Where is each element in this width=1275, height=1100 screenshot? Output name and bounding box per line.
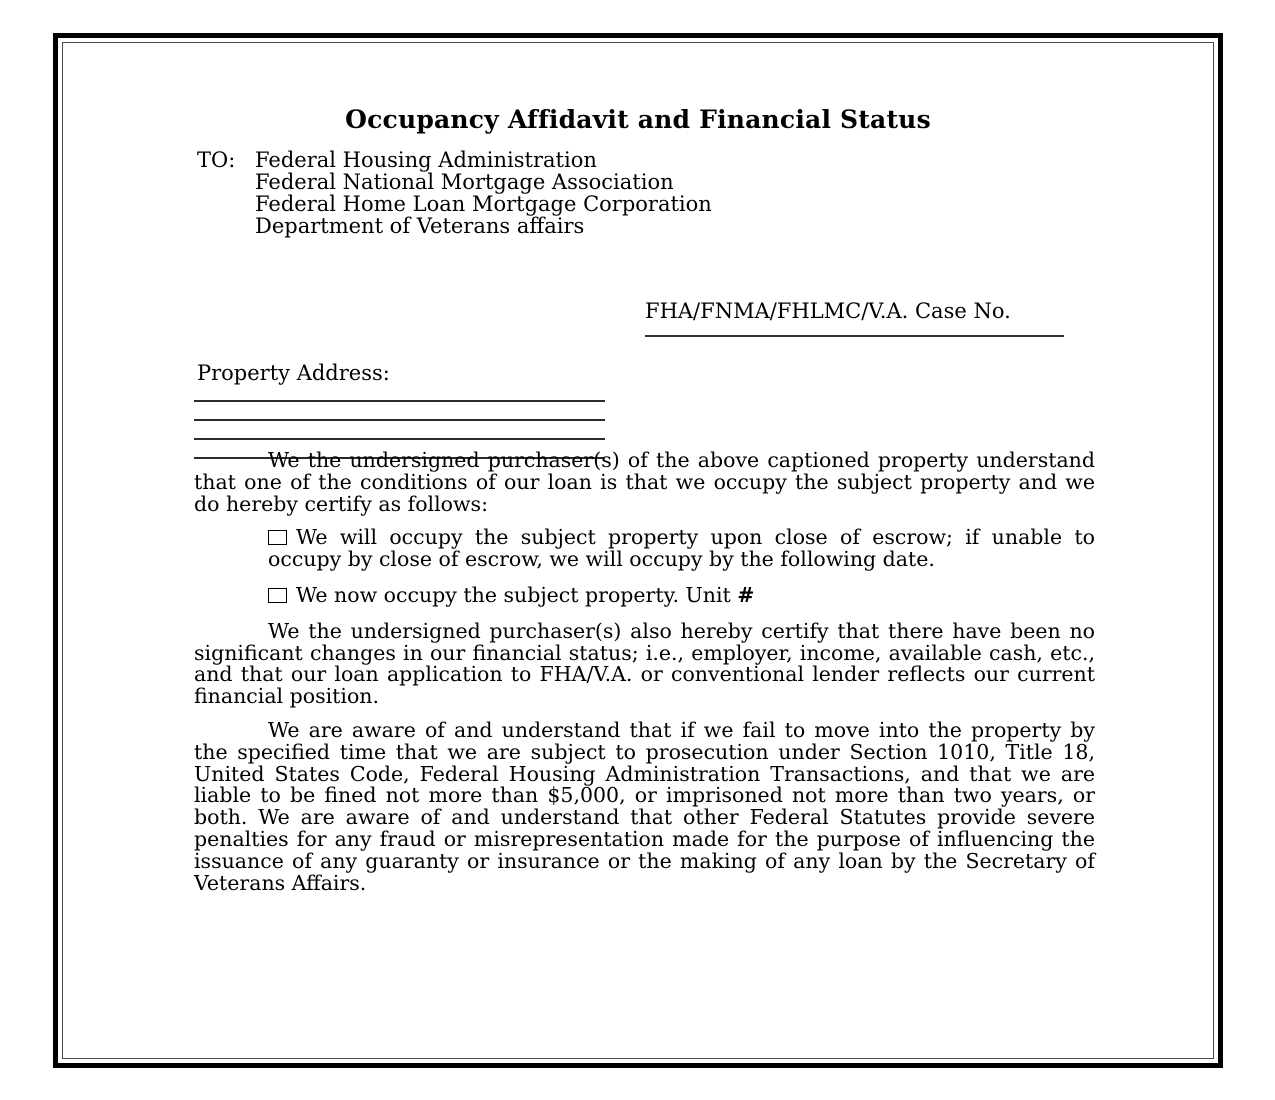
paragraph-penalties: We are aware of and understand that if we fail to move into the property by the specified time that we are subject to prosecution under Section 1010, Title 18, United States Code, Federal Housing Administration Transactions, and that we are liable to be fined not more than $5,000, or imprisoned not more than two years, or both. We are aware of and understand that other Federal Statutes provide severe penalties for any fraud or misrepresentation made for the purpose of influencing the issuance of any guaranty or insurance or the making of any loan by the Secretary of Veterans Affairs.: [194, 717, 1095, 895]
recipient-list: [255, 149, 712, 237]
unit-number-marker: #: [737, 582, 755, 607]
property-address-rule[interactable]: [194, 438, 605, 440]
addressed-to-block: [197, 149, 712, 237]
page-title: Occupancy Affidavit and Financial Status: [345, 105, 931, 134]
checkbox-option-escrow[interactable]: [268, 527, 1095, 571]
addressed-to-label: TO:: [197, 148, 236, 172]
addressed-to-row: [197, 149, 712, 237]
paragraph-intro: We the undersigned purchaser(s) of the above captioned property understand that one of the conditions of our loan is that we occupy the subject property and we do hereby certify as follows:: [194, 448, 1095, 516]
page-border-inner: [62, 42, 1214, 1059]
checkbox-option-now-occupy[interactable]: [268, 582, 1095, 607]
recipient-item: Federal National Mortgage Association: [255, 170, 674, 194]
paragraph-financial-status: We the undersigned purchaser(s) also hereby certify that there have been no significant changes in our financial status; i.e., employer, income, available cash, etc., and that our loan application to FHA/V.A. or conventional lender reflects our current financial position.: [194, 618, 1095, 709]
recipient-item: Department of Veterans affairs: [255, 214, 585, 238]
checkbox-icon[interactable]: [268, 588, 287, 603]
recipient-item: Federal Housing Administration: [255, 148, 597, 172]
property-address-rule[interactable]: [194, 400, 605, 402]
page-border-frame: [53, 33, 1223, 1068]
recipient-item: Federal Home Loan Mortgage Corporation: [255, 192, 712, 216]
document-sheet: [63, 43, 1213, 1058]
property-address-rule[interactable]: [194, 419, 605, 421]
occupancy-checkbox-group: [194, 527, 1095, 606]
checkbox-icon[interactable]: [268, 530, 287, 545]
case-number-input-rule[interactable]: [645, 335, 1064, 337]
checkbox-option-label: We will occupy the subject property upon close of escrow; if unable to occupy by close of escrow, we will occupy by the following date.: [268, 525, 1095, 572]
body-copy: [194, 450, 1095, 894]
property-address-label: Property Address:: [197, 361, 390, 385]
case-number-label: FHA/FNMA/FHLMC/V.A. Case No.: [645, 299, 1011, 323]
checkbox-option-label: We now occupy the subject property. Unit: [296, 582, 738, 607]
